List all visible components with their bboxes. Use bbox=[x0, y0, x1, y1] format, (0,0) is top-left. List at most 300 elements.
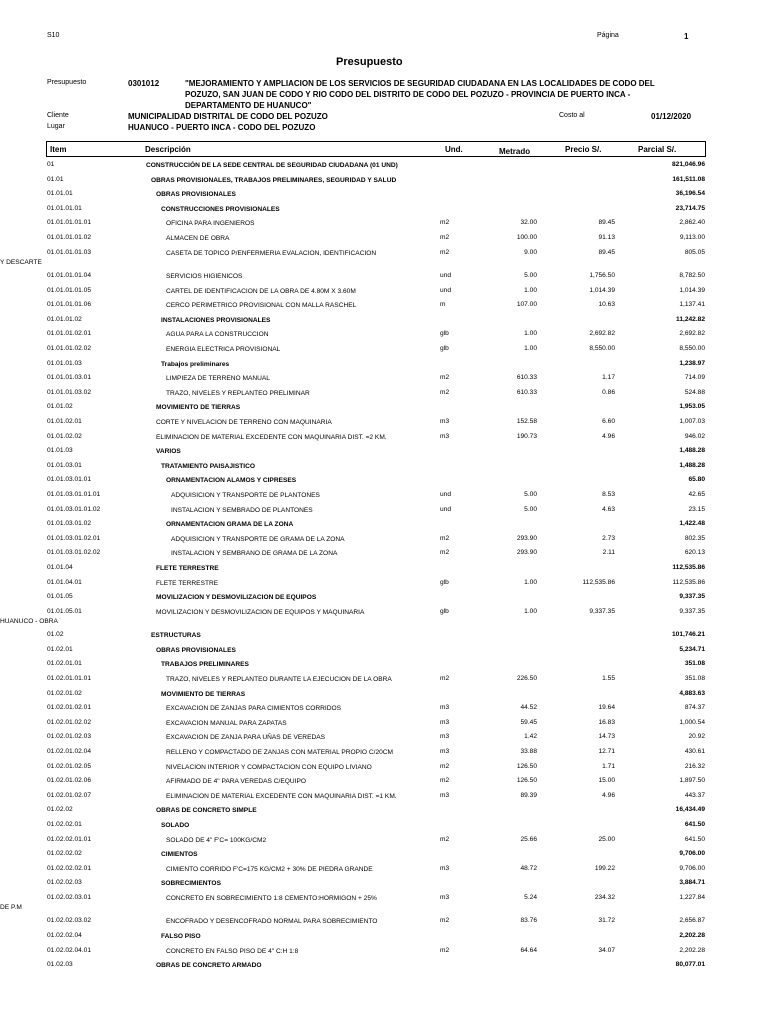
item-unit: m2 bbox=[440, 374, 450, 382]
item-metrado: 190.73 bbox=[516, 432, 537, 440]
item-unit: und bbox=[440, 286, 452, 294]
item-description: ESTRUCTURAS bbox=[151, 632, 201, 640]
item-code: 01.01.02.01 bbox=[47, 418, 82, 425]
item-unit: m2 bbox=[440, 762, 450, 770]
item-code: 01.02.02.03 bbox=[47, 879, 82, 887]
item-description: ELIMINACION DE MATERIAL EXCEDENTE CON MAQUINARIA DIST. =1 KM. bbox=[166, 792, 397, 800]
item-metrado: 1.42 bbox=[524, 733, 537, 741]
item-code: 01.01.01.03.02 bbox=[47, 388, 91, 396]
item-code: 01.01.01.02.02 bbox=[47, 345, 91, 353]
item-code: 01.01.03.01.02 bbox=[47, 520, 91, 528]
item-unit: m3 bbox=[440, 418, 450, 425]
item-parcial: 9,706.00 bbox=[679, 864, 705, 872]
page-number: 1 bbox=[684, 32, 689, 41]
item-parcial: 802.35 bbox=[684, 534, 705, 542]
project-name-line-3: DEPARTAMENTO DE HUANUCO" bbox=[185, 101, 312, 110]
costo-date: 01/12/2020 bbox=[651, 112, 692, 121]
item-metrado: 126.50 bbox=[516, 777, 537, 785]
item-code: 01.01.03.01.02.01 bbox=[47, 534, 101, 542]
item-precio: 1,756.50 bbox=[589, 272, 615, 280]
table-row bbox=[0, 176, 768, 191]
item-parcial: 641.50 bbox=[684, 820, 705, 828]
item-metrado: 126.50 bbox=[516, 762, 537, 770]
item-parcial: 20.92 bbox=[688, 733, 705, 741]
item-code: 01.01.01.01.06 bbox=[47, 301, 91, 309]
item-code: 01.02.01.01.01 bbox=[47, 675, 91, 682]
item-metrado: 1.00 bbox=[524, 607, 537, 615]
item-parcial: 1,137.41 bbox=[679, 301, 705, 309]
item-parcial: 16,434.49 bbox=[675, 806, 705, 814]
table-row bbox=[0, 879, 768, 894]
item-code: 01.01.01.03.01 bbox=[47, 374, 91, 382]
table-row bbox=[0, 836, 768, 851]
item-metrado: 610.33 bbox=[516, 388, 537, 396]
item-precio: 31.72 bbox=[598, 917, 615, 925]
item-description: SOBRECIMIENTOS bbox=[161, 880, 221, 888]
item-unit: m3 bbox=[440, 733, 450, 741]
item-code: 01.02.01.02.07 bbox=[47, 791, 91, 799]
item-description: EXCAVACION DE ZANJAS PARA CIMIENTOS CORRIDOS bbox=[166, 705, 342, 713]
item-metrado: 64.64 bbox=[520, 946, 537, 954]
item-code: 01.01.01 bbox=[47, 190, 73, 198]
item-parcial: 9,337.35 bbox=[679, 593, 705, 601]
item-description: SOLADO bbox=[161, 821, 190, 829]
item-metrado: 44.52 bbox=[520, 704, 537, 712]
table-row bbox=[0, 462, 768, 477]
item-description: INSTALACIONES PROVISIONALES bbox=[161, 316, 271, 324]
item-metrado: 25.66 bbox=[520, 835, 537, 843]
item-parcial: 430.61 bbox=[684, 747, 705, 755]
item-description: CORTE Y NIVELACION DE TERRENO CON MAQUINARIA bbox=[156, 419, 332, 426]
item-parcial: 9,706.00 bbox=[679, 850, 705, 858]
item-metrado: 293.90 bbox=[516, 534, 537, 542]
item-precio: 2,692.82 bbox=[589, 330, 615, 338]
table-row bbox=[0, 646, 768, 661]
table-row bbox=[0, 821, 768, 836]
item-precio: 8.53 bbox=[602, 490, 615, 498]
table-row bbox=[0, 593, 768, 608]
item-code: 01.01.01.01.04 bbox=[47, 272, 91, 280]
item-parcial: 351.08 bbox=[684, 675, 705, 682]
page-title: Presupuesto bbox=[336, 56, 403, 68]
item-code: 01.02.01.02.06 bbox=[47, 777, 91, 785]
item-parcial: 714.09 bbox=[684, 374, 705, 382]
item-description: ORNAMENTACION GRAMA DE LA ZONA bbox=[166, 521, 294, 529]
item-parcial: 874.37 bbox=[684, 704, 705, 712]
item-parcial: 80,077.01 bbox=[675, 961, 705, 969]
item-code: 01.02 bbox=[47, 631, 64, 639]
item-code: 01.02.01.02.01 bbox=[47, 704, 91, 712]
table-row bbox=[0, 389, 768, 404]
col-descripcion: Descripción bbox=[145, 145, 191, 154]
item-code: 01.02.02.03.02 bbox=[47, 917, 91, 925]
item-precio: 10.63 bbox=[598, 301, 615, 309]
item-precio: 234.32 bbox=[594, 893, 615, 901]
item-precio: 2.11 bbox=[602, 549, 615, 557]
table-row bbox=[0, 608, 768, 632]
item-parcial: 620.13 bbox=[684, 549, 705, 557]
item-parcial: 161,511.08 bbox=[672, 175, 705, 183]
item-description: AFIRMADO DE 4" PARA VEREDAS C/EQUIPO bbox=[166, 778, 306, 786]
item-parcial: 1,897.50 bbox=[679, 777, 705, 785]
item-description: MOVIMIENTO DE TIERRAS bbox=[156, 404, 241, 412]
table-row bbox=[0, 447, 768, 462]
item-metrado: 1.00 bbox=[524, 286, 537, 294]
item-metrado: 83.76 bbox=[520, 917, 537, 925]
table-row bbox=[0, 865, 768, 880]
item-description: CONSTRUCCIÓN DE LA SEDE CENTRAL DE SEGURIDAD CIUDADANA (01 UND) bbox=[146, 162, 398, 169]
item-metrado: 32.00 bbox=[520, 219, 537, 227]
item-unit: glb bbox=[440, 330, 449, 338]
table-row bbox=[0, 161, 768, 176]
table-row bbox=[0, 205, 768, 220]
item-description: ENCOFRADO Y DESENCOFRADO NORMAL PARA SOBRECIMIENTO bbox=[166, 918, 378, 926]
item-parcial: 2,202.28 bbox=[679, 932, 705, 939]
item-parcial: 5,234.71 bbox=[679, 645, 705, 653]
item-metrado: 100.00 bbox=[516, 233, 537, 241]
item-code: 01.01.04 bbox=[47, 563, 73, 571]
item-code: 01.02.02.02.01 bbox=[47, 864, 91, 872]
table-row bbox=[0, 777, 768, 792]
item-unit: m3 bbox=[440, 704, 450, 712]
item-code: 01.02.02 bbox=[47, 806, 73, 814]
item-unit: m2 bbox=[440, 946, 450, 954]
col-item: Item bbox=[50, 145, 67, 154]
item-description: CONCRETO EN FALSO PISO DE 4" C:H 1:8 bbox=[166, 947, 299, 955]
item-code: 01.02.03 bbox=[47, 961, 73, 969]
item-description: INSTALACION Y SEMBRANO DE GRAMA DE LA ZONA bbox=[171, 550, 338, 558]
item-parcial: 1,000.54 bbox=[679, 718, 705, 726]
item-code: 01.01.05.01 bbox=[47, 607, 82, 615]
item-metrado: 59.45 bbox=[520, 718, 537, 726]
report-code: S10 bbox=[47, 32, 60, 39]
table-row bbox=[0, 850, 768, 865]
item-metrado: 5.00 bbox=[524, 490, 537, 498]
item-code: 01.02.02.01 bbox=[47, 820, 82, 828]
table-row bbox=[0, 476, 768, 491]
item-metrado: 1.00 bbox=[524, 330, 537, 338]
item-metrado: 89.39 bbox=[520, 791, 537, 799]
item-code: 01.01.02.02 bbox=[47, 432, 82, 440]
item-unit: m2 bbox=[440, 835, 450, 843]
item-metrado: 5.00 bbox=[524, 272, 537, 280]
item-code: 01.02.02.04.01 bbox=[47, 946, 91, 954]
table-row bbox=[0, 932, 768, 947]
item-precio: 14.73 bbox=[598, 733, 615, 741]
project-name-line-2: POZUZO, SAN JUAN DE CODO Y RIO CODO DEL DISTRITO DE CODO DEL POZUZO - PROVINCIA DE PUERTO INCA - bbox=[185, 90, 631, 99]
item-code: 01.02.01 bbox=[47, 645, 73, 653]
item-code: 01 bbox=[47, 161, 55, 168]
item-parcial: 805.05 bbox=[684, 248, 705, 256]
item-unit: m2 bbox=[440, 219, 450, 227]
item-code: 01.01.02 bbox=[47, 403, 73, 411]
item-description: CONCRETO EN SOBRECIMIENTO 1:8 CEMENTO:HORMIGON + 25% DE P.M bbox=[0, 894, 377, 911]
item-description: TRAZO, NIVELES Y REPLANTEO DURANTE LA EJECUCION DE LA OBRA bbox=[166, 676, 392, 683]
item-parcial: 23.15 bbox=[688, 505, 705, 513]
item-precio: 15.00 bbox=[598, 777, 615, 785]
table-row bbox=[0, 763, 768, 778]
item-parcial: 112,535.86 bbox=[672, 563, 705, 571]
table-row bbox=[0, 733, 768, 748]
item-description: ENERGIA ELECTRICA PROVISIONAL bbox=[166, 346, 281, 354]
item-code: 01.01.04.01 bbox=[47, 578, 82, 586]
item-parcial: 351.08 bbox=[684, 660, 705, 668]
item-code: 01.01.01.01.03 bbox=[47, 248, 91, 256]
item-parcial: 1,488.28 bbox=[679, 447, 705, 455]
col-metrado: Metrado bbox=[499, 147, 531, 156]
item-description: OFICINA PARA INGENIEROS bbox=[166, 220, 255, 228]
cliente-label: Cliente bbox=[47, 112, 69, 119]
table-row bbox=[0, 403, 768, 418]
item-description: FALSO PISO bbox=[161, 933, 201, 940]
project-name-line-1: "MEJORAMIENTO Y AMPLIACION DE LOS SERVICIOS DE SEGURIDAD CIUDADANA EN LAS LOCALIDADES DE CODO DEL bbox=[185, 79, 655, 88]
cliente-value: MUNICIPALIDAD DISTRITAL DE CODO DEL POZUZO bbox=[128, 112, 328, 121]
item-code: 01.02.02.03.01 bbox=[47, 893, 91, 901]
item-metrado: 1.00 bbox=[524, 578, 537, 586]
table-row bbox=[0, 190, 768, 205]
item-precio: 19.64 bbox=[598, 704, 615, 712]
item-metrado: 33.88 bbox=[520, 747, 537, 755]
item-description: TRAZO, NIVELES Y REPLANTEO PRELIMINAR bbox=[166, 389, 310, 397]
table-row bbox=[0, 894, 768, 918]
item-metrado: 226.50 bbox=[516, 675, 537, 682]
item-parcial: 443.37 bbox=[684, 791, 705, 799]
table-row bbox=[0, 535, 768, 550]
item-code: 01.01.01.01 bbox=[47, 204, 82, 212]
item-unit: und bbox=[440, 272, 452, 280]
item-precio: 0.86 bbox=[602, 388, 615, 396]
table-row bbox=[0, 287, 768, 302]
table-row bbox=[0, 249, 768, 273]
table-row bbox=[0, 690, 768, 705]
col-precio: Precio S/. bbox=[565, 145, 602, 154]
item-code: 01.01.05 bbox=[47, 593, 73, 601]
item-parcial: 1,227.84 bbox=[679, 893, 705, 901]
table-row bbox=[0, 704, 768, 719]
item-precio: 1,014.39 bbox=[589, 286, 615, 294]
item-code: 01.02.01.02.02 bbox=[47, 718, 91, 726]
table-row bbox=[0, 272, 768, 287]
col-parcial: Parcial S/. bbox=[638, 145, 677, 154]
item-description: OBRAS PROVISIONALES bbox=[156, 646, 236, 654]
table-row bbox=[0, 675, 768, 690]
item-unit: m3 bbox=[440, 432, 450, 440]
table-row bbox=[0, 418, 768, 433]
item-parcial: 1,007.03 bbox=[679, 418, 705, 425]
item-precio: 1.17 bbox=[602, 374, 615, 382]
item-description: VARIOS bbox=[156, 448, 181, 456]
item-code: 01.01.01.01.05 bbox=[47, 286, 91, 294]
table-row bbox=[0, 579, 768, 594]
table-row bbox=[0, 961, 768, 976]
item-code: 01.01.01.03 bbox=[47, 359, 82, 367]
item-parcial: 112,535.86 bbox=[672, 578, 705, 586]
item-description: OBRAS DE CONCRETO SIMPLE bbox=[156, 807, 257, 815]
item-description: CERCO PERIMETRICO PROVISIONAL CON MALLA RASCHEL bbox=[166, 302, 357, 310]
item-unit: m3 bbox=[440, 747, 450, 755]
item-description: RELLENO Y COMPACTADO DE ZANJAS CON MATERIAL PROPIO C/20CM bbox=[166, 748, 394, 756]
table-row bbox=[0, 345, 768, 360]
item-unit: m2 bbox=[440, 534, 450, 542]
item-parcial: 36,196.54 bbox=[675, 190, 705, 198]
item-parcial: 1,953.05 bbox=[679, 403, 705, 411]
item-parcial: 216.32 bbox=[684, 762, 705, 770]
item-metrado: 293.90 bbox=[516, 549, 537, 557]
item-code: 01.02.02.04 bbox=[47, 932, 82, 939]
item-unit: m2 bbox=[440, 248, 450, 256]
table-row bbox=[0, 748, 768, 763]
item-code: 01.02.01.02.03 bbox=[47, 733, 91, 741]
item-parcial: 1,422.48 bbox=[679, 520, 705, 528]
item-precio: 4.96 bbox=[602, 432, 615, 440]
item-parcial: 1,014.39 bbox=[679, 286, 705, 294]
table-row bbox=[0, 234, 768, 249]
table-row bbox=[0, 330, 768, 345]
item-parcial: 821,046.96 bbox=[671, 161, 705, 168]
item-unit: und bbox=[440, 490, 452, 498]
costo-label: Costo al bbox=[559, 112, 585, 119]
item-description: AGUA PARA LA CONSTRUCCION bbox=[166, 331, 269, 339]
item-unit: glb bbox=[440, 607, 449, 615]
item-parcial: 2,656.87 bbox=[679, 917, 705, 925]
item-description: OBRAS PROVISIONALES, TRABAJOS PRELIMINARES, SEGURIDAD Y SALUD bbox=[151, 176, 397, 184]
table-row bbox=[0, 520, 768, 535]
item-parcial: 1,488.28 bbox=[679, 461, 705, 469]
item-description: TRABAJOS PRELIMINARES bbox=[161, 661, 249, 669]
item-unit: und bbox=[440, 505, 452, 513]
item-description: CARTEL DE IDENTIFICACION DE LA OBRA DE 4.80M X 3.60M bbox=[166, 287, 356, 295]
item-precio: 89.45 bbox=[598, 219, 615, 227]
item-description: INSTALACION Y SEMBRADO DE PLANTONES bbox=[171, 506, 313, 514]
item-code: 01.01.01.02 bbox=[47, 315, 82, 323]
item-code: 01.01.03.01 bbox=[47, 461, 82, 469]
item-precio: 89.45 bbox=[598, 248, 615, 256]
item-parcial: 11,242.82 bbox=[676, 315, 705, 323]
item-parcial: 8,550.00 bbox=[679, 345, 705, 353]
item-code: 01.02.01.01 bbox=[47, 660, 82, 668]
item-parcial: 9,113.00 bbox=[679, 233, 705, 241]
item-description: CIMIENTOS bbox=[161, 851, 198, 859]
item-metrado: 48.72 bbox=[520, 864, 537, 872]
item-description: OBRAS DE CONCRETO ARMADO bbox=[156, 962, 262, 970]
item-unit: m2 bbox=[440, 233, 450, 241]
item-unit: m2 bbox=[440, 777, 450, 785]
item-description: CASETA DE TOPICO P/ENFERMERIA EVALACION, IDENTIFICACION Y DESCARTE bbox=[0, 249, 377, 266]
item-parcial: 4,883.63 bbox=[679, 689, 705, 697]
item-code: 01.02.02.02 bbox=[47, 850, 82, 858]
page-label: Página bbox=[597, 32, 619, 39]
item-unit: m3 bbox=[440, 791, 450, 799]
item-parcial: 3,884.71 bbox=[679, 879, 705, 887]
item-precio: 25.00 bbox=[598, 835, 615, 843]
item-unit: m2 bbox=[440, 549, 450, 557]
item-precio: 91.13 bbox=[598, 233, 615, 241]
item-metrado: 610.33 bbox=[516, 374, 537, 382]
item-parcial: 101,746.21 bbox=[671, 631, 705, 639]
item-description: NIVELACION INTERIOR Y COMPACTACION CON EQUIPO LIVIANO bbox=[166, 763, 372, 771]
item-parcial: 8,782.50 bbox=[679, 272, 705, 280]
item-code: 01.02.01.02.04 bbox=[47, 747, 91, 755]
item-code: 01.01 bbox=[47, 175, 64, 183]
item-description: FLETE TERRESTRE bbox=[156, 579, 219, 587]
item-precio: 4.96 bbox=[602, 791, 615, 799]
item-description: SOLADO DE 4" F'C= 100KG/CM2 bbox=[166, 836, 267, 844]
item-parcial: 946.02 bbox=[684, 432, 705, 440]
table-row bbox=[0, 549, 768, 564]
table-row bbox=[0, 433, 768, 448]
presupuesto-label: Presupuesto bbox=[47, 79, 87, 86]
item-precio: 1.71 bbox=[602, 762, 615, 770]
item-metrado: 5.24 bbox=[524, 893, 537, 901]
item-parcial: 641.50 bbox=[684, 835, 705, 843]
item-description: SERVICIOS HIGIENICOS bbox=[166, 273, 243, 281]
item-metrado: 9.00 bbox=[524, 248, 537, 256]
item-description: Trabajos preliminares bbox=[161, 360, 230, 368]
item-code: 01.02.02.01.01 bbox=[47, 835, 91, 843]
item-code: 01.01.01.01.02 bbox=[47, 233, 91, 241]
item-unit: m2 bbox=[440, 917, 450, 925]
item-metrado: 5.00 bbox=[524, 505, 537, 513]
item-unit: m2 bbox=[440, 675, 450, 682]
item-unit: m2 bbox=[440, 388, 450, 396]
item-description: FLETE TERRESTRE bbox=[156, 564, 219, 572]
table-row bbox=[0, 360, 768, 375]
item-precio: 6.60 bbox=[602, 418, 615, 425]
table-row bbox=[0, 660, 768, 675]
item-code: 01.01.01.01.01 bbox=[47, 219, 91, 227]
item-precio: 2.73 bbox=[602, 534, 615, 542]
item-code: 01.02.01.02 bbox=[47, 689, 82, 697]
table-row bbox=[0, 564, 768, 579]
item-unit: glb bbox=[440, 578, 449, 586]
item-code: 01.02.01.02.05 bbox=[47, 762, 91, 770]
item-description: ALMACEN DE OBRA bbox=[166, 234, 230, 242]
item-code: 01.01.03.01.01 bbox=[47, 476, 91, 484]
table-row bbox=[0, 792, 768, 807]
item-code: 01.01.03.01.02.02 bbox=[47, 549, 101, 557]
item-description: LIMPIEZA DE TERRENO MANUAL bbox=[166, 375, 270, 383]
item-description: MOVILIZACION Y DESMOVILIZACION DE EQUIPOS Y MAQUINARIA HUANUCO - OBRA bbox=[0, 608, 364, 625]
item-unit: m3 bbox=[440, 893, 450, 901]
table-row bbox=[0, 631, 768, 646]
item-description: OBRAS PROVISIONALES bbox=[156, 191, 236, 199]
item-description: ADQUISICION Y TRANSPORTE DE PLANTONES bbox=[171, 491, 320, 499]
item-code: 01.01.03 bbox=[47, 447, 73, 455]
table-row bbox=[0, 947, 768, 962]
item-precio: 12.71 bbox=[598, 747, 615, 755]
col-und: Und. bbox=[445, 145, 463, 154]
lugar-label: Lugar bbox=[47, 123, 65, 130]
lugar-value: HUANUCO - PUERTO INCA - CODO DEL POZUZO bbox=[128, 123, 316, 132]
item-precio: 1.55 bbox=[602, 675, 615, 682]
item-precio: 34.07 bbox=[598, 946, 615, 954]
item-precio: 199.22 bbox=[594, 864, 615, 872]
item-description: CONSTRUCCIONES PROVISIONALES bbox=[161, 205, 280, 213]
item-unit: m bbox=[440, 301, 446, 309]
item-description: ORNAMENTACION ALAMOS Y CIPRESES bbox=[166, 477, 297, 485]
item-parcial: 2,862.40 bbox=[679, 219, 705, 227]
item-parcial: 42.65 bbox=[688, 490, 705, 498]
item-description: MOVIMIENTO DE TIERRAS bbox=[161, 690, 246, 698]
item-description: ELIMINACION DE MATERIAL EXCEDENTE CON MAQUINARIA DIST. =2 KM. bbox=[156, 433, 387, 441]
item-unit: m3 bbox=[440, 864, 450, 872]
item-parcial: 23,714.75 bbox=[675, 204, 705, 212]
budget-table bbox=[0, 161, 768, 976]
table-row bbox=[0, 806, 768, 821]
item-parcial: 2,202.28 bbox=[679, 946, 705, 954]
item-unit: m3 bbox=[440, 718, 450, 726]
item-precio: 8,550.00 bbox=[589, 345, 615, 353]
